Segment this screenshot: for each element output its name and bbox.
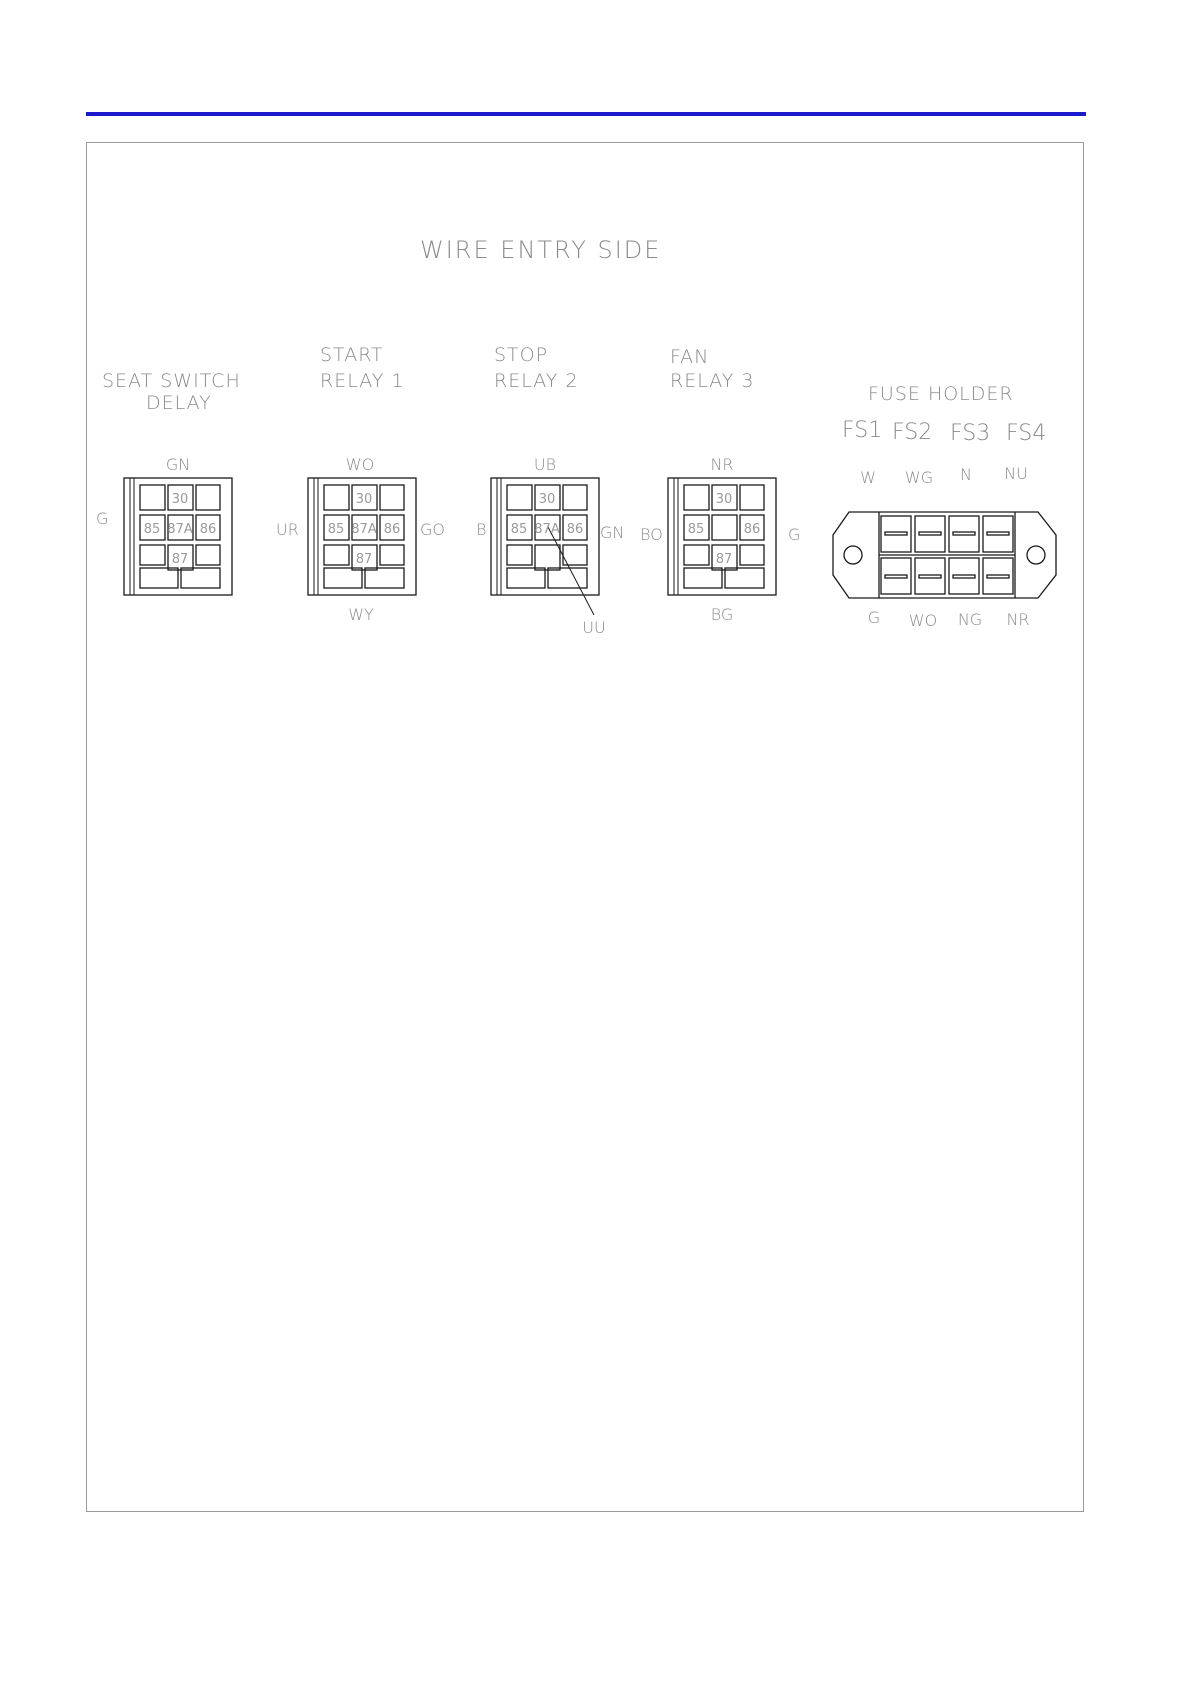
- fuse-holder: [833, 383, 1056, 630]
- wire-right: GO: [420, 520, 445, 539]
- wire-bottom: UU: [582, 618, 606, 637]
- wire-bottom: WY: [348, 605, 374, 624]
- relay-label-line1: STOP: [494, 344, 549, 366]
- pin-87: 87: [171, 552, 189, 567]
- relay-label-line2: RELAY 3: [670, 370, 755, 392]
- fuse-top-wire-2: WG: [904, 468, 934, 487]
- relay-label-line2: RELAY 2: [494, 370, 579, 392]
- relay-seat-switch-delay: [96, 370, 241, 595]
- diagram-title: WIRE ENTRY SIDE: [420, 236, 662, 264]
- pin-85: 85: [510, 522, 528, 537]
- pin-86: 86: [743, 522, 761, 537]
- fuse-holder-body: [833, 512, 1056, 598]
- wire-top: UB: [533, 455, 557, 474]
- relay-stop-relay-2: [476, 344, 624, 637]
- pin-87: 87: [715, 552, 733, 567]
- fuse-top-wire-4: NU: [1004, 464, 1028, 483]
- pin-86: 86: [199, 522, 217, 537]
- fuse-top-wire-3: N: [960, 465, 972, 484]
- pin-30: 30: [355, 492, 373, 507]
- fuse-bottom-wire-4: NR: [1006, 610, 1030, 629]
- pin-87a: 87A: [167, 522, 193, 537]
- wire-top: GN: [165, 455, 191, 474]
- wire-top: WO: [345, 455, 375, 474]
- fuse-bottom-wire-2: WO: [908, 611, 938, 630]
- fuse-name-fs4: FS4: [1006, 421, 1047, 446]
- pin-85: 85: [687, 522, 705, 537]
- pin-85: 85: [143, 522, 161, 537]
- pin-30: 30: [171, 492, 189, 507]
- relay-start-relay-1: [276, 344, 445, 624]
- pin-86: 86: [566, 522, 584, 537]
- relay-label-line1: FAN: [670, 346, 710, 368]
- wire-top: NR: [710, 455, 734, 474]
- relay-fan-relay-3: [640, 346, 800, 624]
- fuse-name-fs2: FS2: [892, 420, 933, 445]
- pin-30: 30: [715, 492, 733, 507]
- fuse-holder-label: FUSE HOLDER: [868, 383, 1014, 405]
- pin-87: 87: [355, 552, 373, 567]
- wire-left: UR: [276, 520, 299, 539]
- wire-left: G: [96, 509, 109, 528]
- fuse-bottom-wire-3: NG: [957, 610, 983, 629]
- wire-right: GN: [600, 523, 625, 542]
- fuse-bottom-wire-1: G: [867, 608, 881, 627]
- wire-right: G: [788, 525, 801, 544]
- wire-bottom: BG: [710, 605, 734, 624]
- wire-left: B: [476, 520, 487, 539]
- pin-86: 86: [383, 522, 401, 537]
- relay-label-line1: START: [320, 344, 384, 366]
- fuse-name-fs3: FS3: [950, 421, 991, 446]
- pin-30: 30: [538, 492, 556, 507]
- fuse-name-fs1: FS1: [842, 418, 883, 443]
- fuse-top-wire-1: W: [860, 468, 876, 487]
- wire-left: BO: [640, 525, 663, 544]
- pin-87a: 87A: [351, 522, 377, 537]
- relay-label-line1: SEAT SWITCH: [102, 370, 241, 392]
- relay-label-line2: RELAY 1: [320, 370, 405, 392]
- pin-87a: 87A: [534, 522, 560, 537]
- relay-label-line2: DELAY: [146, 392, 212, 414]
- pin-85: 85: [327, 522, 345, 537]
